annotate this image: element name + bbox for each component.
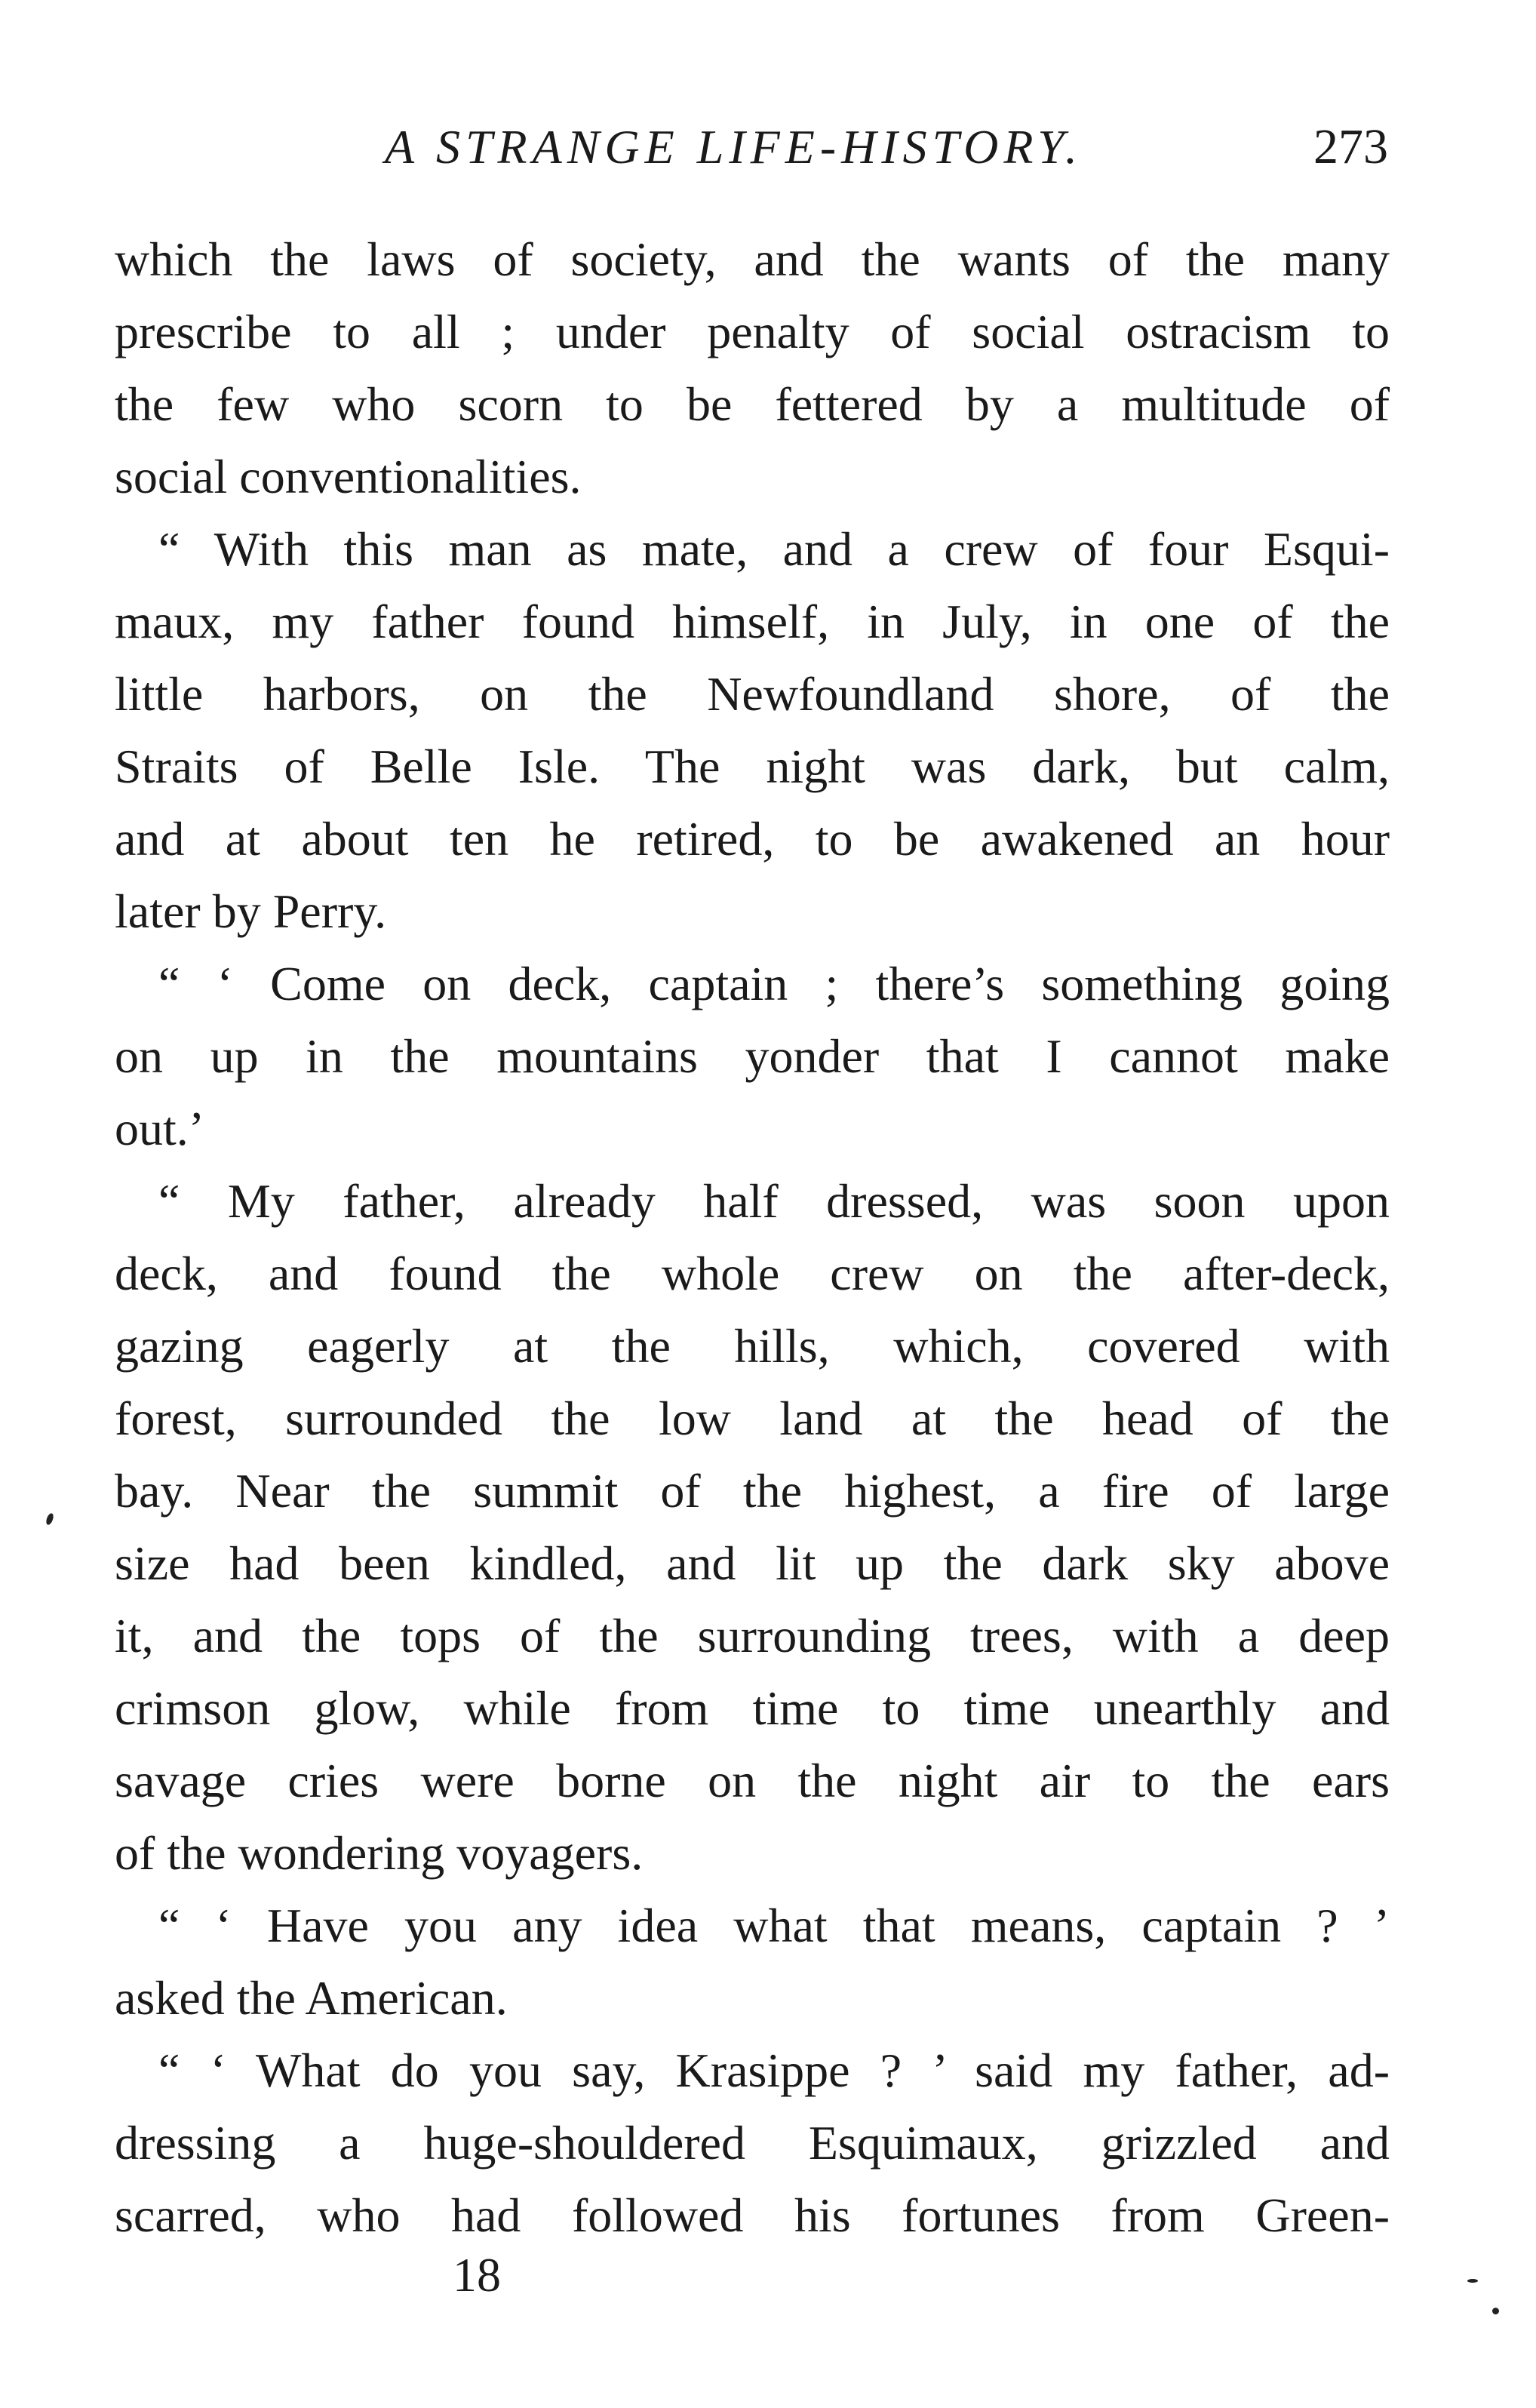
scan-speck	[1492, 2308, 1499, 2314]
text-line: it, and the tops of the surrounding trees, with a deep	[115, 1609, 1390, 1662]
text-line: “ With this man as mate, and a crew of four Esqui-	[158, 522, 1390, 576]
text-line: “ ‘ Have you any idea what that means, captain ? ’	[158, 1899, 1390, 1952]
scan-speck	[45, 1512, 55, 1526]
text-line: “ My father, already half dressed, was soon upon	[158, 1174, 1390, 1228]
text-line: asked the American.	[115, 1971, 508, 2025]
body-text	[115, 223, 1390, 2252]
scan-speck	[1467, 2279, 1478, 2283]
text-line: little harbors, on the Newfoundland shore, of the	[115, 667, 1390, 721]
text-line: prescribe to all ; under penalty of social ostracism to	[115, 305, 1390, 358]
text-line: dressing a huge-shouldered Esquimaux, grizzled and	[115, 2116, 1390, 2170]
text-line: savage cries were borne on the night air to the ears	[115, 1754, 1390, 1807]
running-head	[113, 117, 1388, 177]
text-line: maux, my father found himself, in July, in one of the	[115, 595, 1390, 648]
text-line: “ ‘ Come on deck, captain ; there’s something going	[158, 957, 1390, 1010]
text-line: deck, and found the whole crew on the after-deck,	[115, 1247, 1390, 1300]
text-line: out.’	[115, 1102, 205, 1155]
text-line: crimson glow, while from time to time unearthly and	[115, 1681, 1390, 1735]
page-number: 273	[1313, 119, 1388, 174]
text-line: of the wondering voyagers.	[115, 1826, 644, 1880]
text-line: gazing eagerly at the hills, which, covered with	[115, 1319, 1390, 1373]
text-line: “ ‘ What do you say, Krasippe ? ’ said my father, ad-	[158, 2044, 1390, 2097]
running-title: A STRANGE LIFE-HISTORY.	[385, 120, 1083, 174]
signature-mark: 18	[453, 2248, 501, 2302]
text-line: later by Perry.	[115, 884, 387, 938]
text-line: forest, surrounded the low land at the head of the	[115, 1392, 1390, 1445]
text-line: on up in the mountains yonder that I cannot make	[115, 1029, 1390, 1083]
text-line: which the laws of society, and the wants of the many	[115, 232, 1390, 286]
text-line: social conventionalities.	[115, 450, 582, 503]
text-line: Straits of Belle Isle. The night was dark, but calm,	[115, 740, 1390, 793]
text-line: scarred, who had followed his fortunes from Green-	[115, 2188, 1390, 2242]
text-line: size had been kindled, and lit up the dark sky above	[115, 1536, 1390, 1590]
text-line: bay. Near the summit of the highest, a fire of large	[115, 1464, 1390, 1518]
text-line: and at about ten he retired, to be awakened an hour	[115, 812, 1390, 866]
text-line: the few who scorn to be fettered by a multitude of	[115, 377, 1390, 431]
